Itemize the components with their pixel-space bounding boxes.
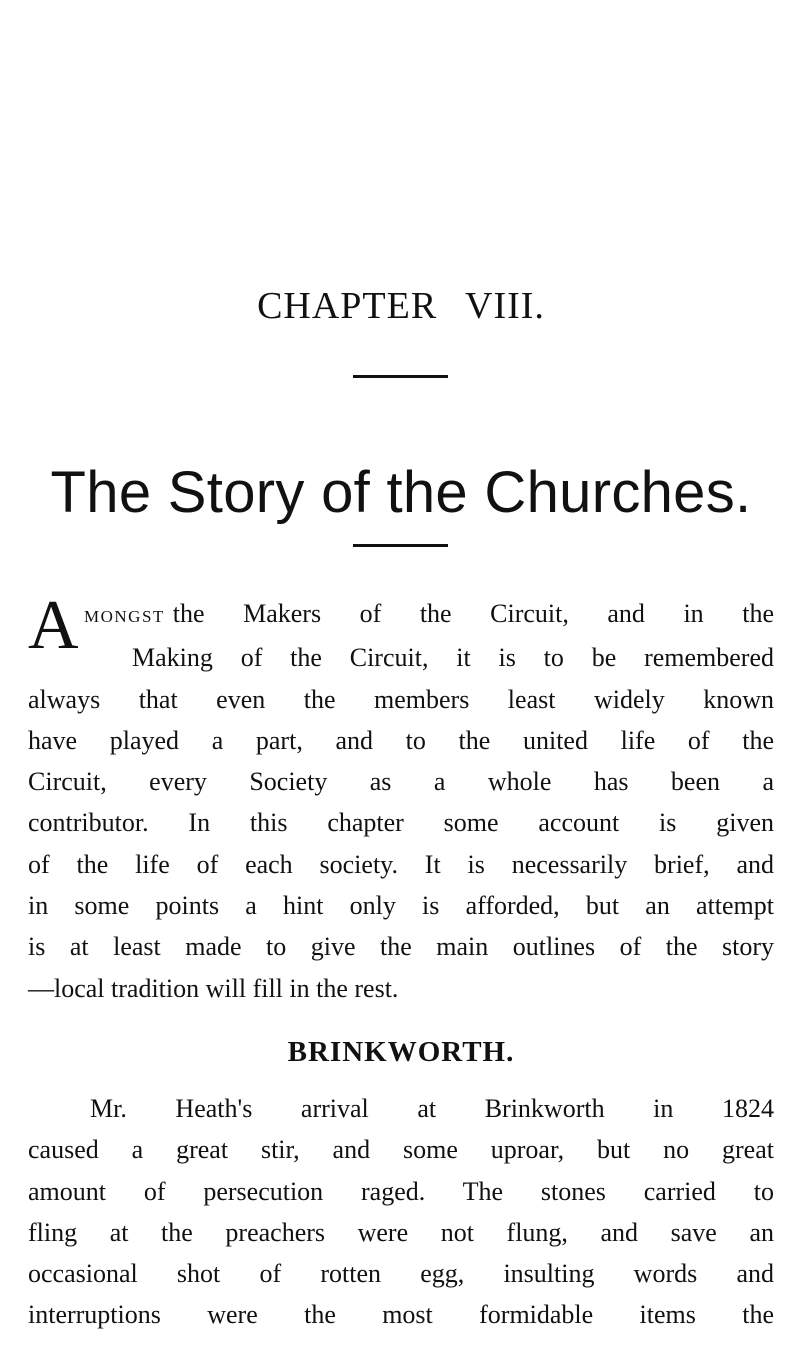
section-line-3: amount of persecution raged. The stones carried to xyxy=(28,1176,774,1206)
intro-paragraph xyxy=(28,587,774,1009)
intro-line-8: in some points a hint only is afforded, but an attempt xyxy=(28,891,774,921)
intro-line-7: of the life of each society. It is necessarily brief, and xyxy=(28,849,774,879)
chapter-heading: CHAPTER VIII. xyxy=(257,285,545,327)
intro-line-10: —local tradition will fill in the rest. xyxy=(28,973,399,1003)
book-page xyxy=(28,0,774,1350)
intro-line-3: always that even the members least widely known xyxy=(28,684,774,714)
section-paragraph xyxy=(28,1088,774,1336)
intro-line-2: Making of the Circuit, it is to be remembered xyxy=(132,643,774,673)
intro-line-5: Circuit, every Society as a whole has been a xyxy=(28,767,774,797)
section-line-4: fling at the preachers were not flung, and save an xyxy=(28,1217,774,1247)
intro-line-6: contributor. In this chapter some account is given xyxy=(28,808,774,838)
drop-cap-letter: A xyxy=(28,587,79,664)
section-line-2: caused a great stir, and some uproar, but no great xyxy=(28,1135,774,1165)
section-line-5: occasional shot of rotten egg, insulting words and xyxy=(28,1259,774,1289)
intro-line-1-text: the Makers of the Circuit, and in the xyxy=(172,599,774,628)
intro-line-4: have played a part, and to the united life of the xyxy=(28,725,774,755)
heading-divider-bottom xyxy=(353,544,448,547)
chapter-title: The Story of the Churches. xyxy=(50,459,752,525)
section-line-1: Mr. Heath's arrival at Brinkworth in 1824 xyxy=(90,1094,774,1123)
intro-line-9: is at least made to give the main outlines of the story xyxy=(28,932,774,962)
intro-first-word: MONGST xyxy=(84,607,165,626)
section-heading: BRINKWORTH. xyxy=(287,1036,515,1069)
heading-divider-top xyxy=(353,375,448,378)
section-line-6: interruptions were the most formidable items the xyxy=(28,1300,774,1330)
